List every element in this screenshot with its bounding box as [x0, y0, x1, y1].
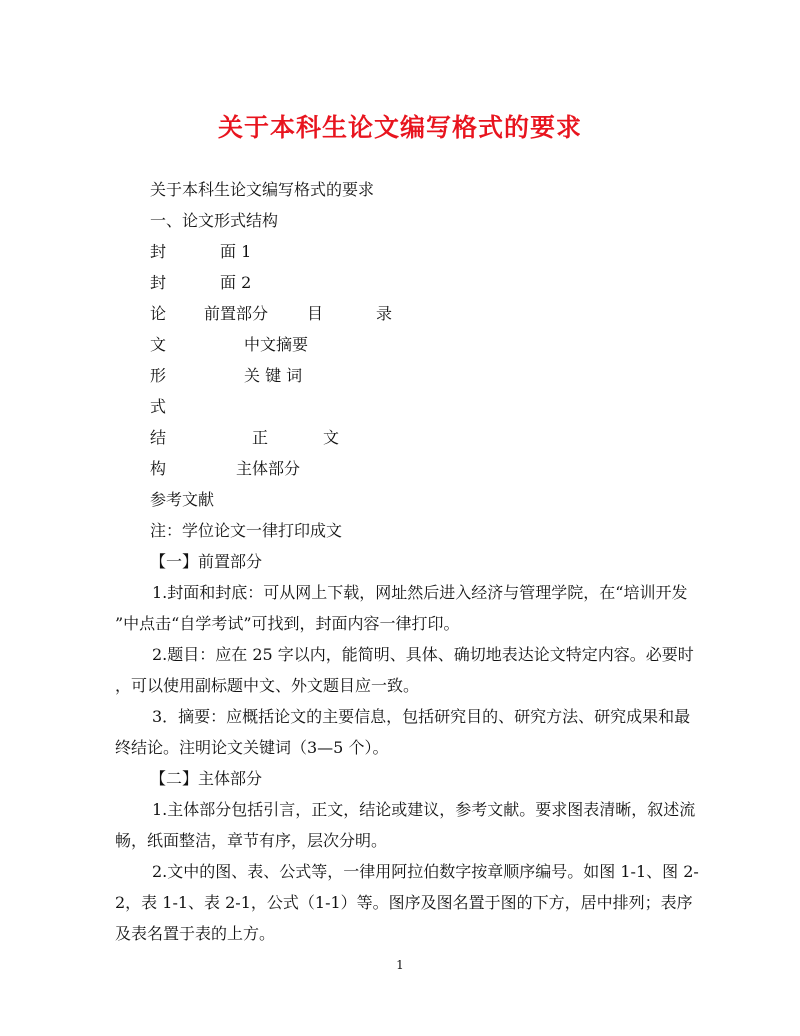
- structure-keywords: 关 键 词: [244, 366, 303, 385]
- structure-note: 注：学位论文一律打印成文: [150, 521, 343, 540]
- structure-cover1-label: 封: [150, 242, 167, 261]
- structure-toc-b: 录: [376, 304, 393, 323]
- front-part-heading: 【一】前置部分: [150, 552, 263, 571]
- structure-row-lun: 论: [150, 304, 167, 323]
- paragraph-line: ”中点击“自学考试”可找到，封面内容一律打印。: [115, 614, 460, 633]
- structure-front-part: 前置部分: [204, 304, 269, 323]
- paragraph-line: 1.主体部分包括引言，正文，结论或建议，参考文献。要求图表清晰，叙述流: [152, 800, 696, 819]
- page-title: 关于本科生论文编写格式的要求: [217, 113, 582, 142]
- structure-cover2-value: 面 2: [220, 273, 252, 292]
- paragraph-line: 畅，纸面整洁，章节有序，层次分明。: [115, 831, 388, 850]
- paragraph-line: 2.文中的图、表、公式等，一律用阿拉伯数字按章顺序编号。如图 1-1、图 2-: [152, 862, 699, 881]
- paragraph-line: 终结论。注明论文关键词（3—5 个）。: [115, 738, 389, 757]
- paragraph-line: ，可以使用副标题中文、外文题目应一致。: [115, 676, 420, 695]
- paragraph-line: 2.题目：应在 25 字以内，能简明、具体、确切地表达论文特定内容。必要时: [152, 645, 694, 664]
- paragraph-line: 2，表 1-1、表 2-1，公式（1-1）等。图序及图名置于图的下方，居中排列；表序: [115, 893, 693, 912]
- structure-references: 参考文献: [150, 490, 215, 509]
- subtitle: 关于本科生论文编写格式的要求: [150, 180, 375, 199]
- structure-row-wen: 文: [150, 335, 167, 354]
- paragraph-line: 3．摘要：应概括论文的主要信息，包括研究目的、研究方法、研究成果和最: [152, 707, 691, 726]
- structure-body-a: 正: [252, 428, 269, 447]
- structure-cover1-value: 面 1: [220, 242, 252, 261]
- structure-row-jie: 结: [150, 428, 167, 447]
- structure-body-b: 文: [323, 428, 340, 447]
- structure-row-gou: 构: [150, 459, 167, 478]
- structure-cover2-label: 封: [150, 273, 167, 292]
- paragraph-line: 1.封面和封底：可从网上下载，网址然后进入经济与管理学院，在“培训开发: [152, 583, 688, 602]
- paragraph-line: 及表名置于表的上方。: [115, 924, 276, 943]
- page-number: 1: [396, 958, 404, 972]
- structure-row-shi: 式: [150, 397, 167, 416]
- structure-cn-abstract: 中文摘要: [244, 335, 309, 354]
- structure-toc-a: 目: [307, 304, 324, 323]
- section-heading: 一、论文形式结构: [150, 211, 279, 230]
- structure-main-part: 主体部分: [236, 459, 301, 478]
- structure-row-xing: 形: [150, 366, 167, 385]
- main-part-heading: 【二】主体部分: [150, 769, 263, 788]
